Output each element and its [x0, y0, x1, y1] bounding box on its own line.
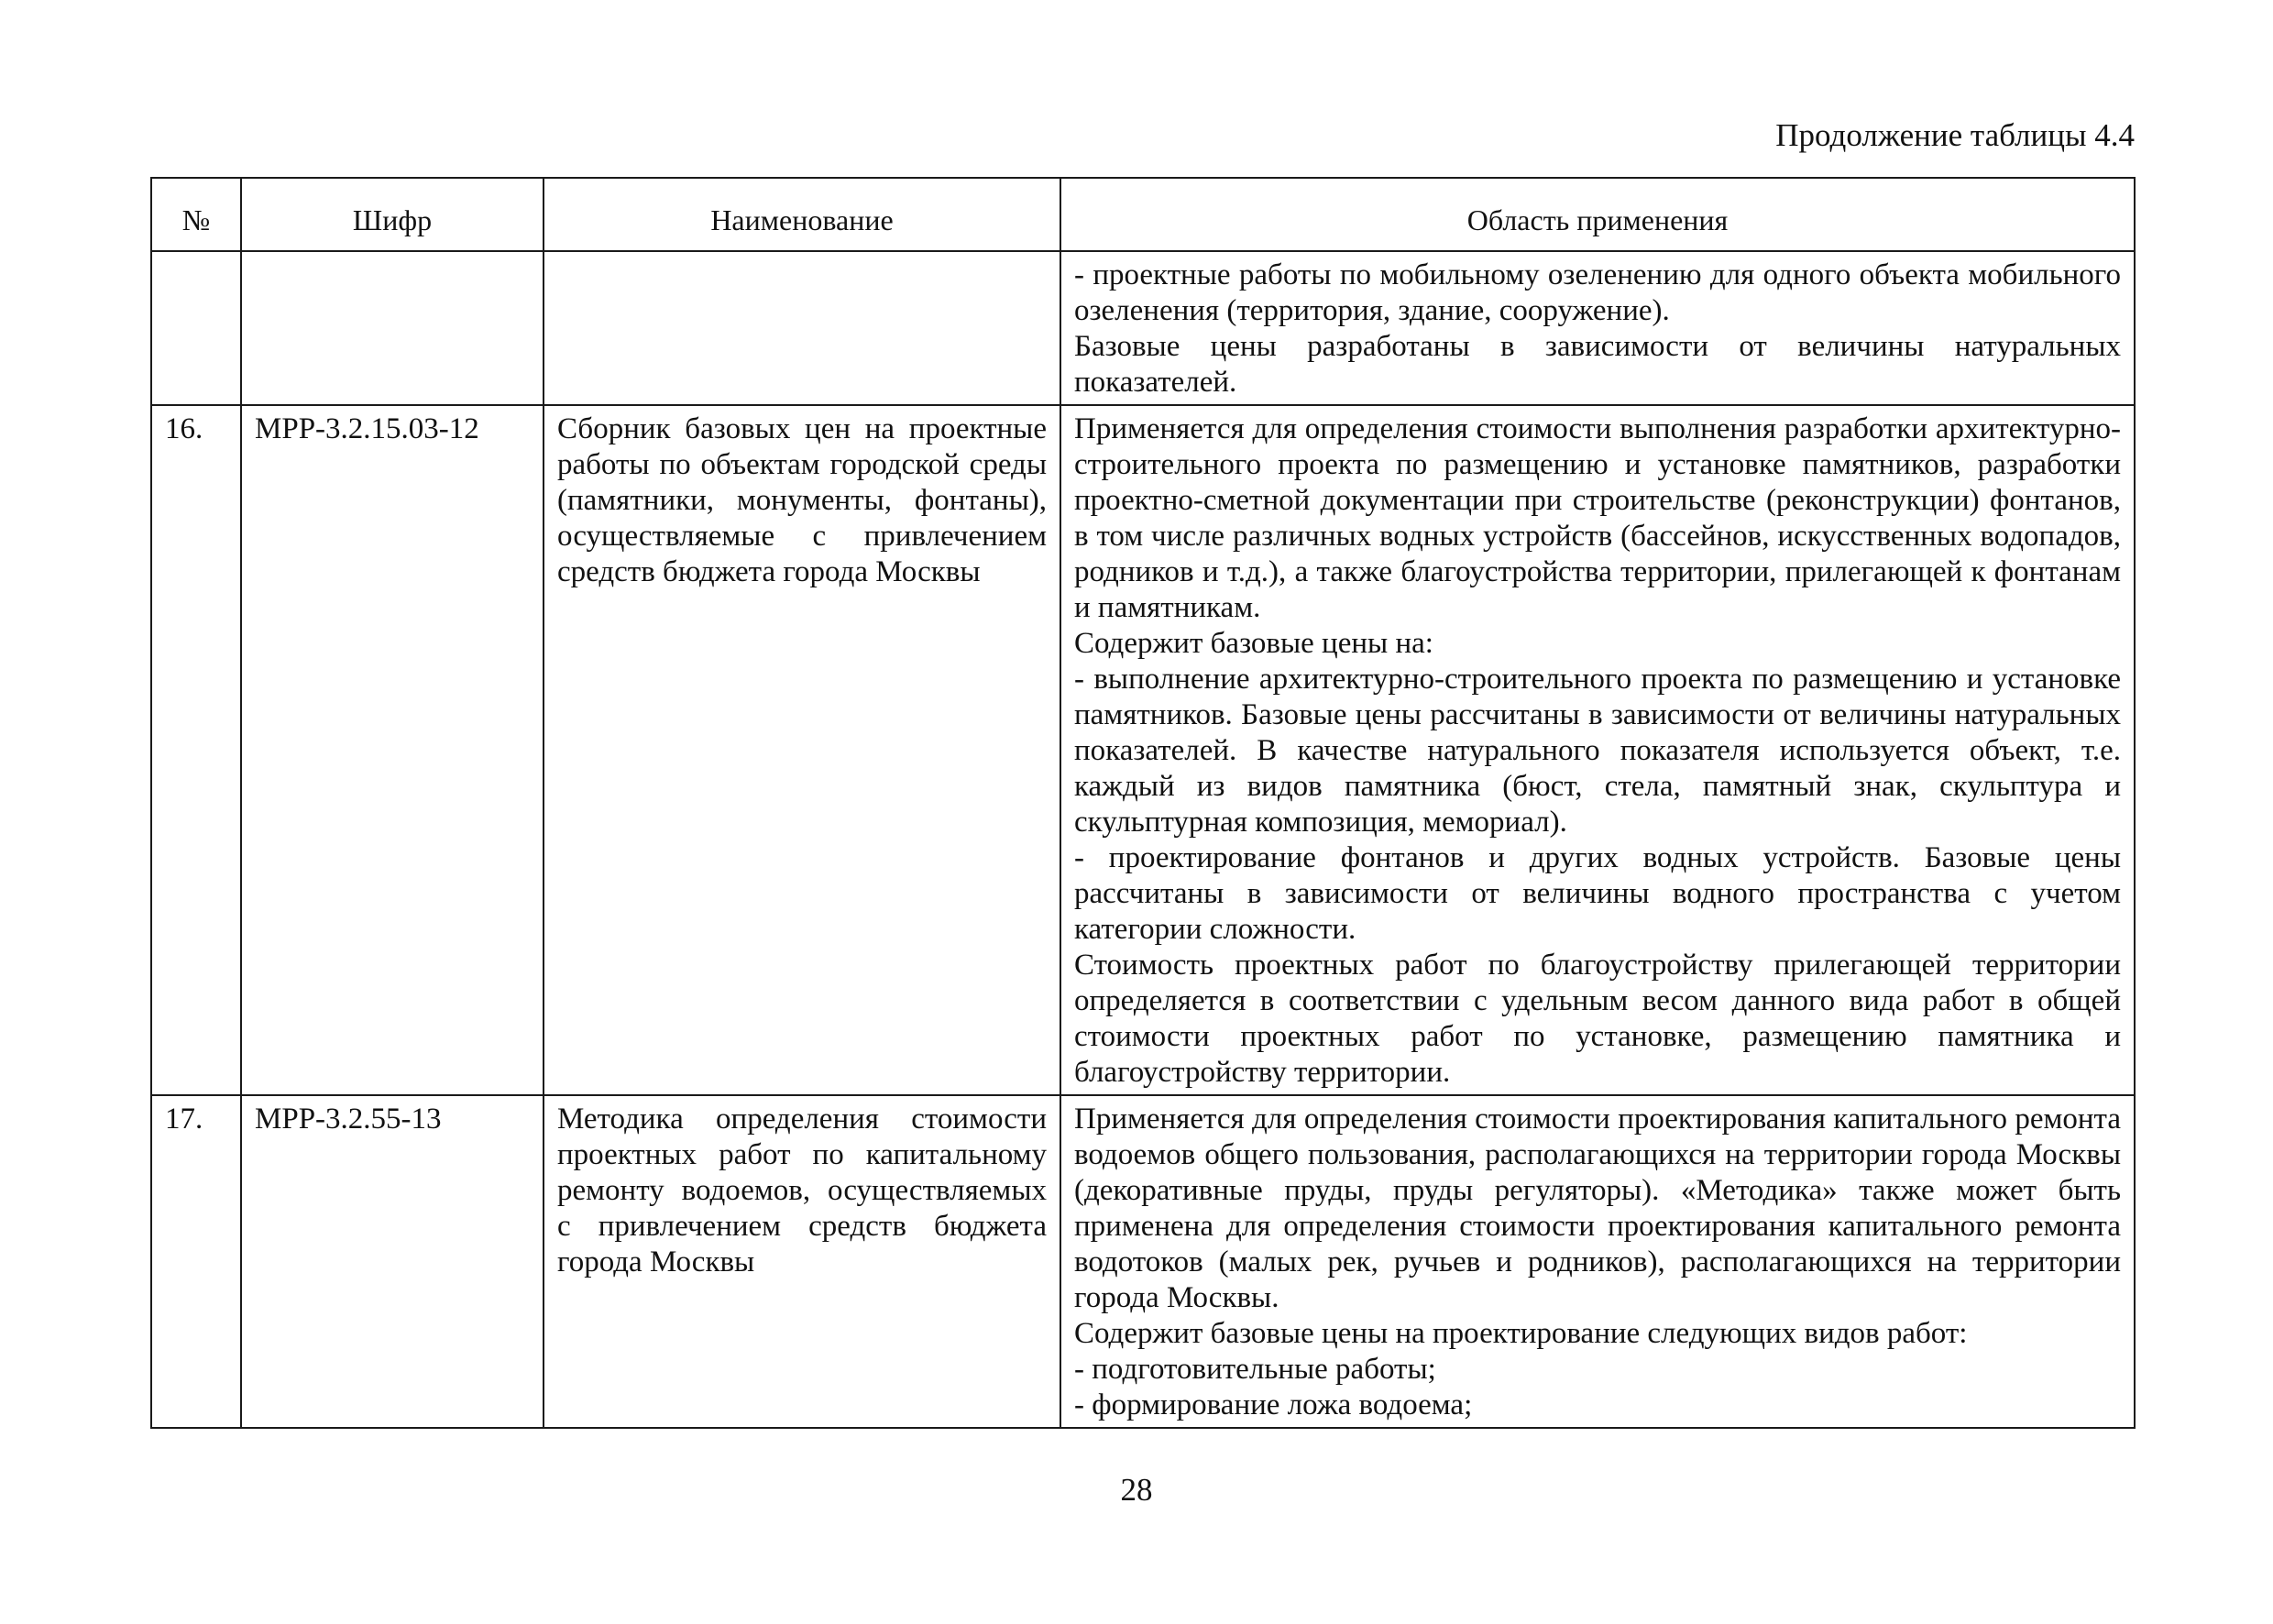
scope-paragraph: Стоимость проектных работ по благоустройству прилегающей территории определяется в соответствии с удельным весом данного вида работ в общей стоимости проектных работ по установке, размещению памятника и благоустройству территории.	[1074, 949, 2121, 1089]
scope-paragraph: Применяется для определения стоимости выполнения разработки архитектурно-строительного проекта по размещению и установке памятников, разработки проектно-сметной документации при строительстве (реконструкции) фонтанов, в том числе различных водных устройств (бассейнов, искусственных водопадов, родников и т.д.), а также благоустройства территории, прилегающей к фонтанам и памятникам.	[1074, 412, 2121, 624]
table-row	[151, 405, 2135, 1095]
scope-paragraph: - выполнение архитектурно-строительного проекта по размещению и установке памятников. Базовые цены рассчитаны в зависимости от величины натуральных показателей. В качестве натурального показателя используется объект, т.е. каждый из видов памятника (бюст, стела, памятный знак, скульптура и скульптурная композиция, мемориал).	[1074, 663, 2121, 839]
row-number: 17.	[151, 1095, 241, 1428]
row-code: МРР-3.2.15.03-12	[241, 405, 544, 1095]
row-scope	[1060, 405, 2135, 1095]
row-scope	[1060, 251, 2135, 405]
scope-paragraph: - проектные работы по мобильному озеленению для одного объекта мобильного озеленения (территория, здание, сооружение).	[1074, 258, 2121, 327]
scope-paragraph: - проектирование фонтанов и других водных устройств. Базовые цены рассчитаны в зависимости от величины водного пространства с учетом категории сложности.	[1074, 841, 2121, 946]
scope-paragraph: Содержит базовые цены на проектирование следующих видов работ:	[1074, 1317, 1968, 1350]
scope-paragraph: Применяется для определения стоимости проектирования капитального ремонта водоемов общего пользования, располагающихся на территории города Москвы (декоративные пруды, пруды регуляторы). «Методика» также может быть применена для определения стоимости проектирования капитального ремонта водотоков (малых рек, ручьев и родников), располагающихся на территории города Москвы.	[1074, 1103, 2121, 1314]
table-caption: Продолжение таблицы 4.4	[1775, 117, 2135, 153]
row-number: 16.	[151, 405, 241, 1095]
table-row	[151, 1095, 2135, 1428]
row-name: Методика определения стоимости проектных работ по капитальному ремонту водоемов, осуществляемых с привлечением средств бюджета города Москвы	[544, 1095, 1060, 1428]
row-name	[544, 251, 1060, 405]
document-table	[150, 177, 2136, 1429]
header-scope: Область применения	[1060, 178, 2135, 251]
row-code	[241, 251, 544, 405]
table-row	[151, 251, 2135, 405]
scope-paragraph: - формирование ложа водоема;	[1074, 1388, 1473, 1421]
table-header-row	[151, 178, 2135, 251]
header-number: №	[151, 178, 241, 251]
row-number	[151, 251, 241, 405]
row-code: МРР-3.2.55-13	[241, 1095, 544, 1428]
header-code: Шифр	[241, 178, 544, 251]
row-name: Сборник базовых цен на проектные работы по объектам городской среды (памятники, монументы, фонтаны), осуществляемые с привлечением средств бюджета города Москвы	[544, 405, 1060, 1095]
scope-paragraph: Базовые цены разработаны в зависимости от величины натуральных показателей.	[1074, 330, 2121, 399]
scope-paragraph: - подготовительные работы;	[1074, 1353, 1436, 1386]
page-number: 28	[1120, 1472, 1153, 1508]
row-scope	[1060, 1095, 2135, 1428]
header-name: Наименование	[544, 178, 1060, 251]
scope-paragraph: Содержит базовые цены на:	[1074, 627, 1433, 660]
